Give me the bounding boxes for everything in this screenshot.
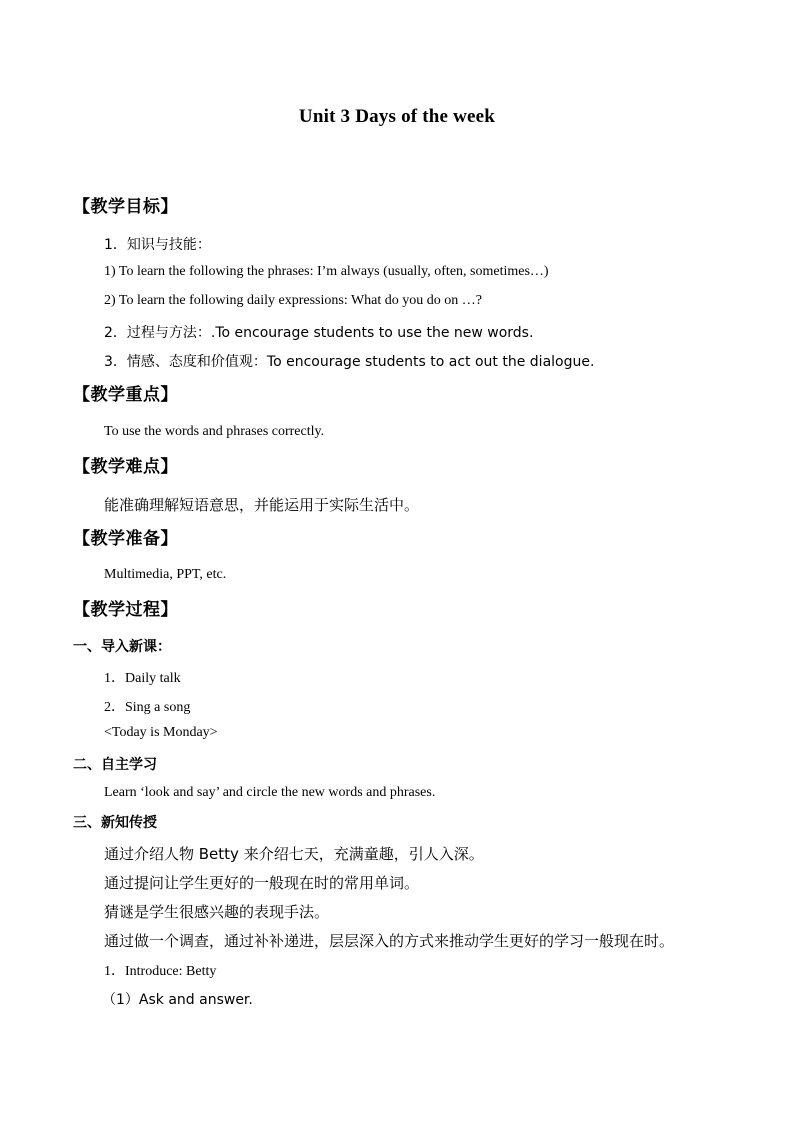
- process-part2-subheading: 二、自主学习: [73, 757, 157, 773]
- process-part2-line-1: Learn ‘look and say’ and circle the new words and phrases.: [104, 785, 436, 800]
- difficulties-heading: 【教学难点】: [73, 457, 178, 477]
- key-points-heading: 【教学重点】: [73, 385, 178, 405]
- process-heading: 【教学过程】: [73, 600, 178, 620]
- objectives-line-5: 3．情感、态度和价值观：To encourage students to act out the dialogue.: [104, 354, 595, 370]
- preparation-heading: 【教学准备】: [73, 529, 178, 549]
- process-part3-line-6: （1）Ask and answer.: [102, 992, 253, 1008]
- objectives-line-1: 1．知识与技能：: [104, 237, 211, 253]
- process-part3-line-4: 通过做一个调查，通过补补递进，层层深入的方式来推动学生更好的学习一般现在时。: [104, 932, 675, 950]
- process-part3-line-3: 猜谜是学生很感兴趣的表现手法。: [104, 903, 330, 921]
- document-title: Unit 3 Days of the week: [298, 106, 496, 127]
- process-part1-subheading: 一、导入新课：: [73, 639, 171, 655]
- preparation-line-1: Multimedia, PPT, etc.: [104, 567, 227, 582]
- process-part3-line-2: 通过提问让学生更好的一般现在时的常用单词。: [104, 874, 420, 892]
- objectives-line-4: 2．过程与方法：.To encourage students to use the new words.: [104, 325, 534, 341]
- process-part1-line-3: <Today is Monday>: [104, 725, 218, 740]
- difficulties-line-1: 能准确理解短语意思，并能运用于实际生活中。: [104, 496, 420, 514]
- process-part1-line-2: 2．Sing a song: [104, 700, 191, 715]
- objectives-line-2: 1) To learn the following the phrases: I’m always (usually, often, sometimes…): [104, 264, 549, 279]
- objectives-heading: 【教学目标】: [73, 197, 178, 217]
- process-part3-subheading: 三、新知传授: [73, 815, 157, 831]
- key-points-line-1: To use the words and phrases correctly.: [104, 424, 325, 439]
- process-part3-line-1: 通过介绍人物 Betty 来介绍七天，充满童趣，引人入深。: [104, 845, 484, 863]
- process-part1-line-1: 1．Daily talk: [104, 671, 181, 686]
- process-part3-line-5: 1．Introduce: Betty: [104, 964, 217, 979]
- objectives-line-3: 2) To learn the following daily expressions: What do you do on …?: [104, 293, 482, 308]
